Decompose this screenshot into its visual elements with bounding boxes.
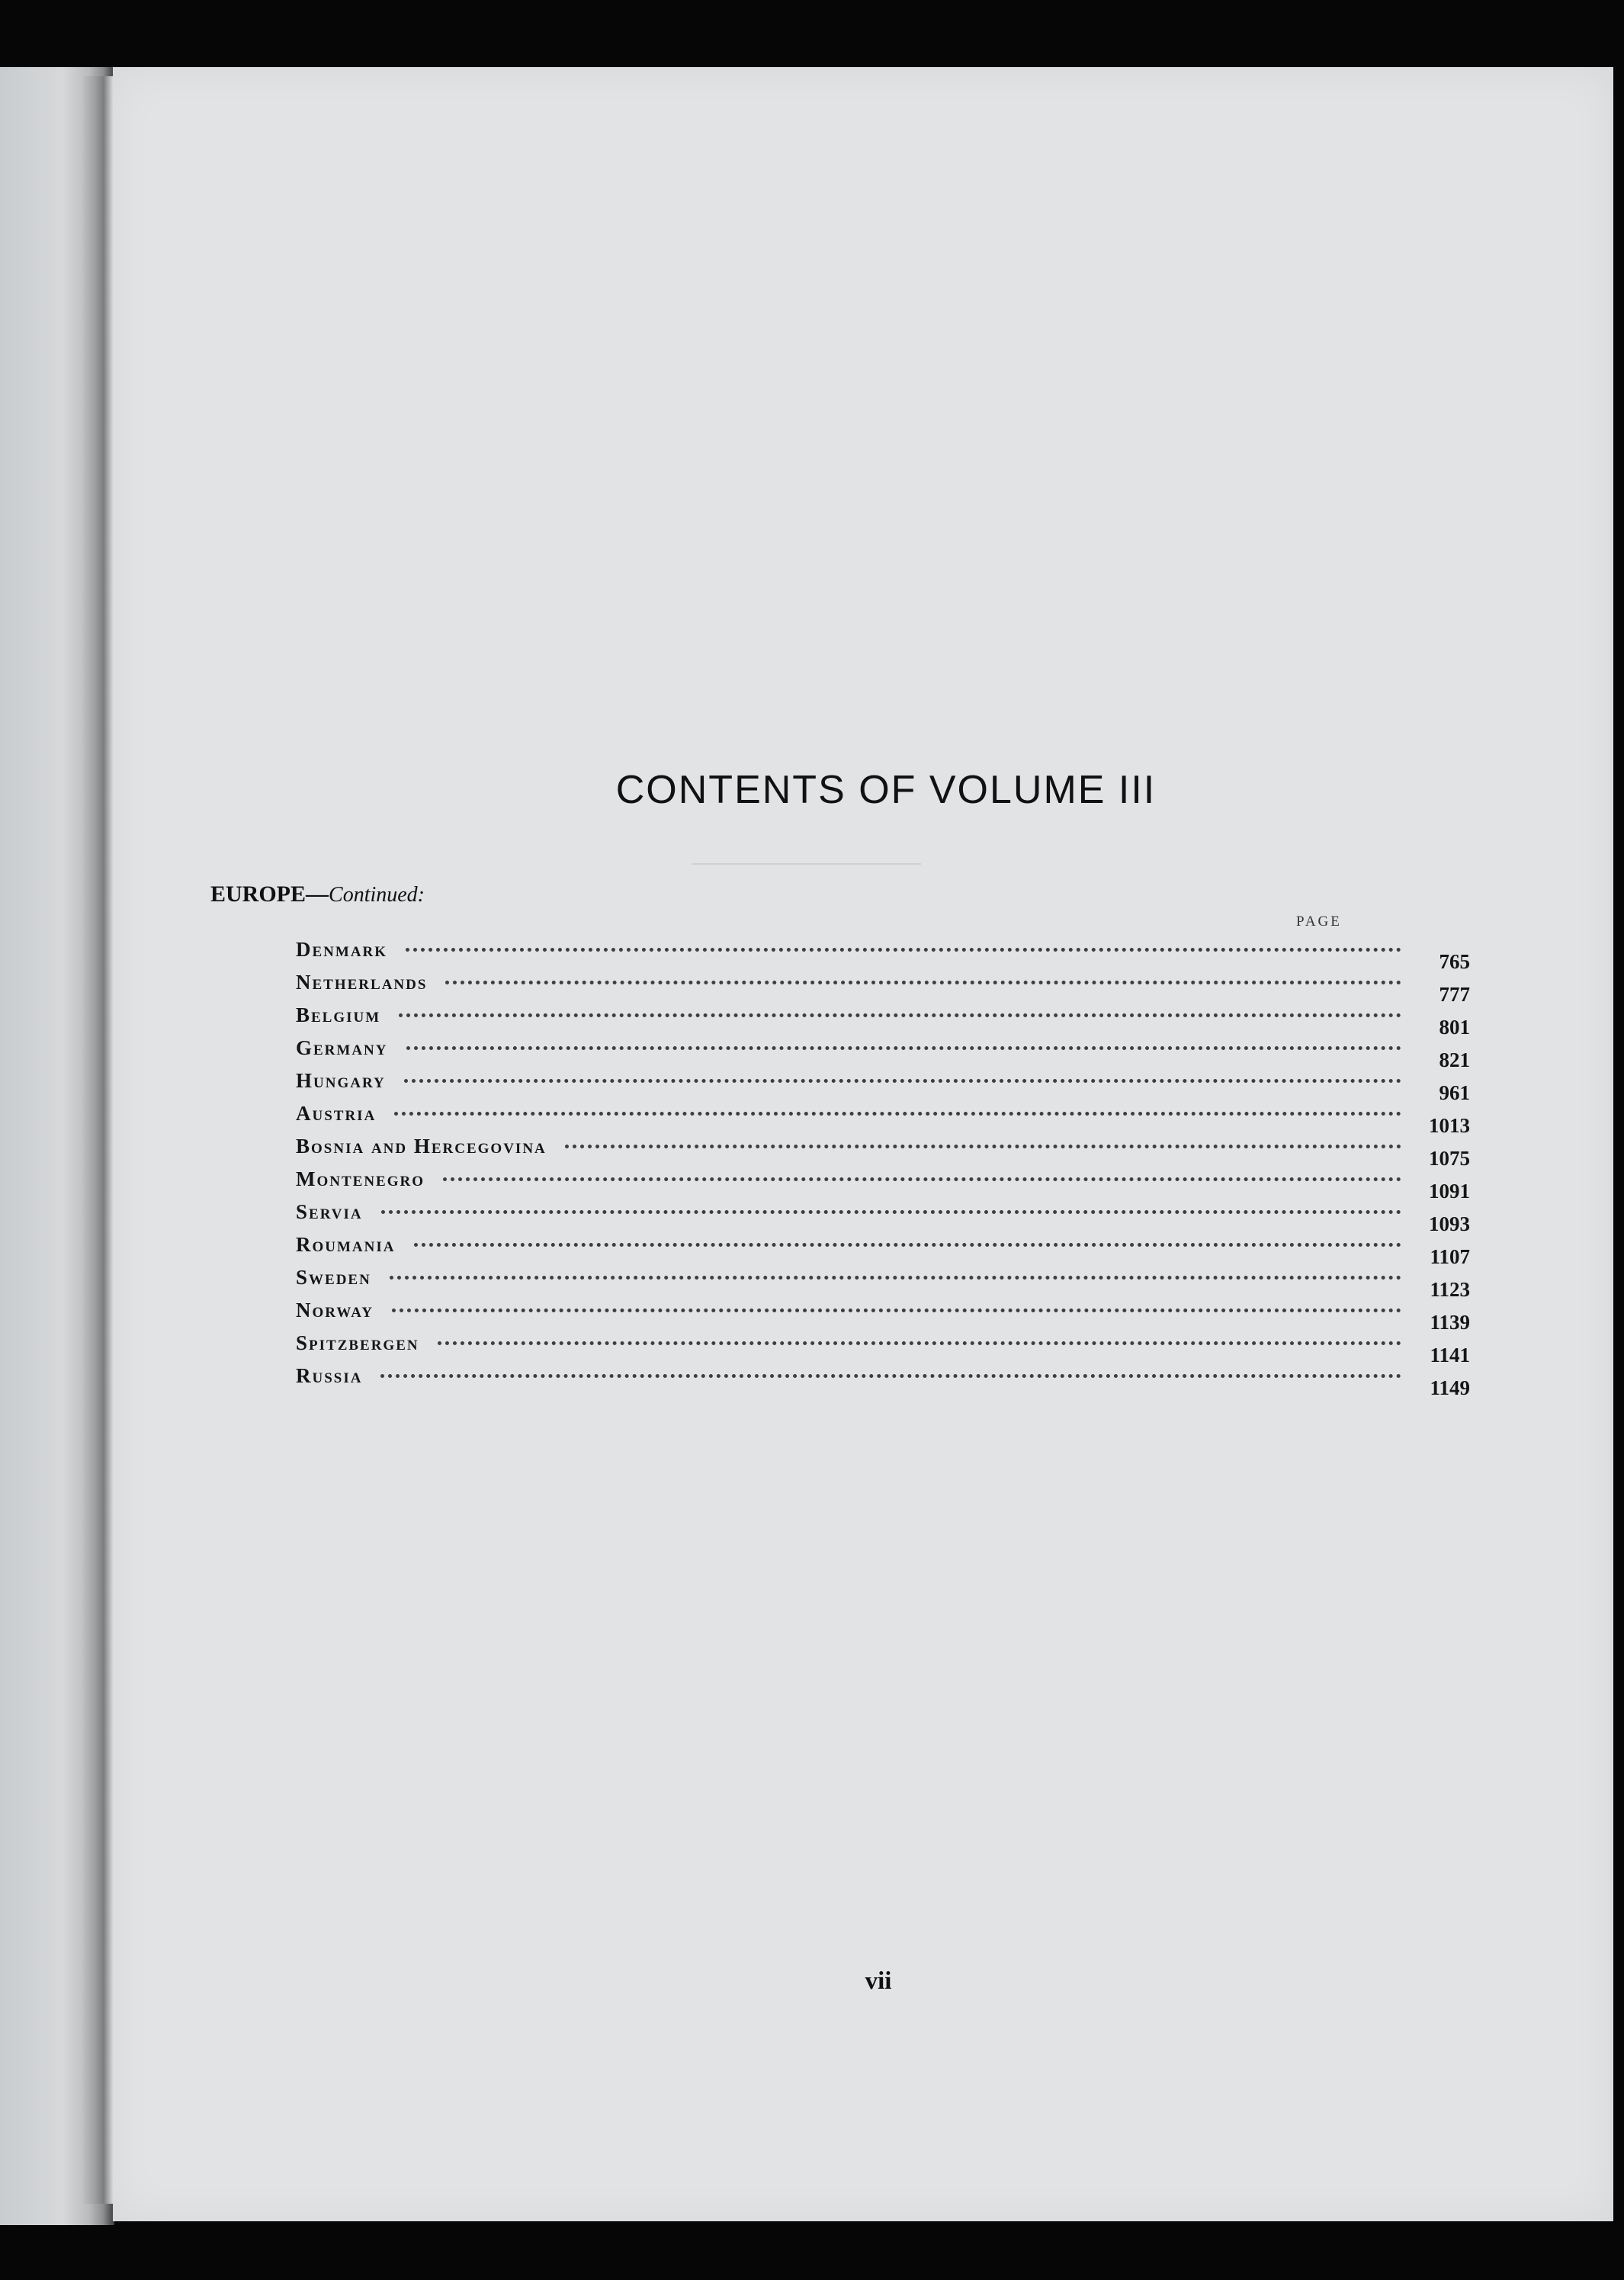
toc-entry-name: Russia [296, 1364, 373, 1388]
book-gutter [82, 76, 113, 2204]
dot-leader [565, 1145, 1401, 1148]
toc-entry-page: 1141 [1430, 1344, 1470, 1366]
toc-entry [296, 1233, 1470, 1266]
section-heading [210, 881, 425, 907]
toc-entry-name: Servia [296, 1200, 374, 1224]
dot-leader [443, 1177, 1401, 1181]
book-page [113, 67, 1613, 2221]
toc-entry-name: Austria [296, 1102, 387, 1126]
toc-entry [296, 1036, 1470, 1069]
toc-entry-name: Netherlands [296, 971, 438, 994]
toc-entry-page: 1107 [1430, 1245, 1470, 1268]
toc-entry-page: 1139 [1430, 1311, 1470, 1334]
toc-entry [296, 1135, 1470, 1170]
toc-entry-name: Sweden [296, 1266, 382, 1289]
dot-leader [381, 1210, 1401, 1214]
dot-leader [392, 1309, 1401, 1312]
toc-entry [296, 1004, 1470, 1039]
toc-entry-name: Hungary [296, 1069, 396, 1093]
toc-entry [296, 1200, 1470, 1233]
toc-entry-page: 1091 [1429, 1180, 1470, 1203]
dot-leader [394, 1112, 1401, 1116]
toc-entry-page: 765 [1439, 950, 1470, 973]
toc-entry-name: Denmark [296, 938, 398, 962]
toc-entry-page: 777 [1439, 983, 1470, 1006]
title-rule [692, 863, 921, 865]
toc-entry-page: 961 [1439, 1081, 1470, 1104]
dot-leader [406, 1046, 1402, 1050]
toc-entry-name: Bosnia and Hercegovina [296, 1135, 557, 1158]
toc-entry-name: Germany [296, 1036, 399, 1060]
toc-entry-name: Roumania [296, 1233, 406, 1257]
dot-leader [406, 948, 1401, 952]
dot-leader [380, 1374, 1401, 1378]
dot-leader [399, 1013, 1401, 1017]
toc-entry-page: 1013 [1429, 1114, 1470, 1137]
page-column-label: PAGE [1296, 914, 1342, 930]
toc-entry [296, 1331, 1470, 1364]
dot-leader [414, 1243, 1402, 1247]
section-continued-label: Continued: [329, 883, 425, 907]
toc-entry-name: Norway [296, 1299, 384, 1322]
toc-entry [296, 938, 1470, 971]
page-number: vii [865, 1967, 892, 1995]
toc-entry-page: 821 [1439, 1048, 1470, 1071]
toc-entry [296, 1167, 1470, 1203]
toc-entry [296, 1102, 1470, 1135]
toc-entry [296, 1266, 1470, 1299]
toc-entry-page: 801 [1439, 1016, 1470, 1039]
dot-leader [390, 1276, 1401, 1280]
page-title: CONTENTS OF VOLUME III [615, 768, 1157, 812]
section-heading-label: EUROPE— [210, 881, 329, 907]
toc-entry-page: 1093 [1429, 1212, 1470, 1235]
toc-entry-name: Spitzbergen [296, 1331, 430, 1355]
toc-entry [296, 1364, 1470, 1397]
toc-entry [296, 1299, 1470, 1334]
dot-leader [404, 1079, 1401, 1083]
table-of-contents [296, 938, 1470, 1397]
dot-leader [438, 1341, 1401, 1345]
toc-entry-name: Belgium [296, 1004, 391, 1027]
toc-entry-page: 1075 [1429, 1147, 1470, 1170]
toc-entry [296, 1069, 1470, 1102]
toc-entry-page: 1149 [1430, 1376, 1470, 1399]
toc-entry-page: 1123 [1430, 1278, 1470, 1301]
toc-entry-name: Montenegro [296, 1167, 435, 1191]
dot-leader [445, 981, 1401, 984]
toc-entry [296, 971, 1470, 1004]
